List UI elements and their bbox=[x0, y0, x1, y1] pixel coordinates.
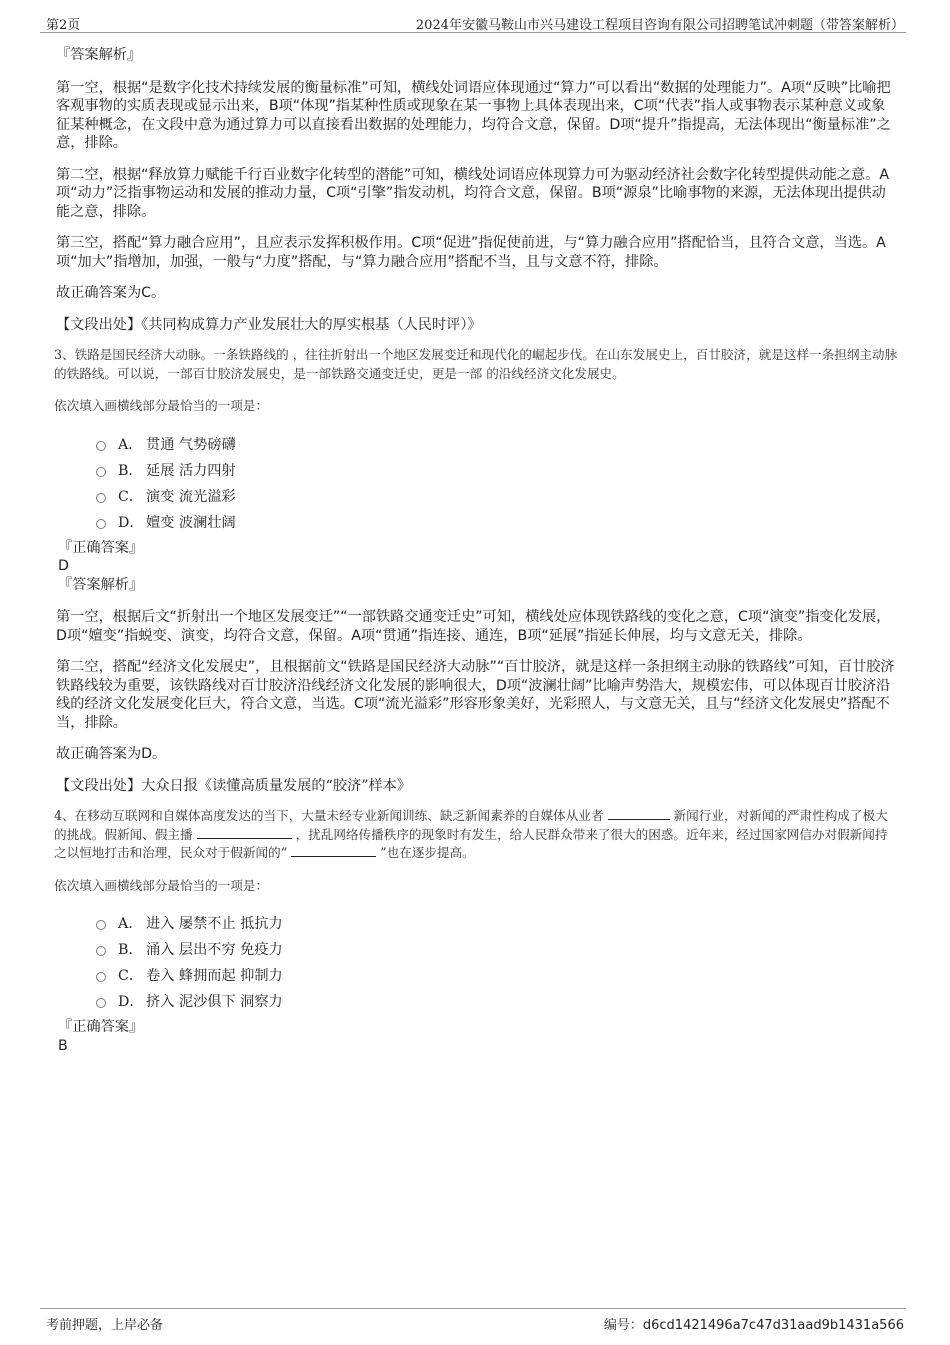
option-a[interactable]: A． 贯通 气势磅礴 bbox=[96, 431, 898, 457]
option-c[interactable]: C． 卷入 蜂拥而起 抑制力 bbox=[96, 962, 898, 988]
fill-blank bbox=[608, 807, 670, 820]
page-header bbox=[40, 12, 906, 33]
correct-answer: D bbox=[58, 558, 69, 574]
analysis-paragraph: 第一空，根据后文“折射出一个地区发展变迁”“一部铁路交通变迁史”可知，横线处应体现铁路线的变化之意，C项“演变”指变化发展，D项“嬗变”指蜕变、演变，均符合文意，保留。A项“贯通”指连接、通连，B项“延展”指延长伸展，均与文意无关，排除。 bbox=[56, 609, 891, 644]
footer-note: 考前押题，上岸必备 bbox=[46, 1318, 164, 1333]
answer-conclusion: 故正确答案为D。 bbox=[56, 746, 167, 762]
page-footer bbox=[40, 1308, 906, 1333]
page-content bbox=[56, 46, 898, 1055]
radio-icon[interactable] bbox=[96, 493, 106, 503]
option-d[interactable]: D． 嬗变 波澜壮阔 bbox=[96, 509, 898, 535]
analysis-paragraph: 第二空，根据“释放算力赋能千行百业数字化转型的潜能”可知，横线处词语应体现算力可为驱动经济社会数字化转型提供动能之意。A项“动力”泛指事物运动和发展的推动力量，C项“引擎”指发动机，均符合文意，保留。B项“源泉”比喻事物的来源，无法体现出提供动能之意，排除。 bbox=[56, 166, 890, 220]
option-a[interactable]: A． 进入 屡禁不止 抵抗力 bbox=[96, 910, 898, 936]
option-c[interactable]: C． 演变 流光溢彩 bbox=[96, 483, 898, 509]
fill-blank bbox=[197, 826, 292, 839]
option-list bbox=[56, 431, 898, 535]
question-instruction: 依次填入画横线部分最恰当的一项是： bbox=[54, 398, 269, 413]
answer-conclusion: 故正确答案为C。 bbox=[56, 285, 166, 301]
radio-icon[interactable] bbox=[96, 998, 106, 1008]
document-title: 2024年安徽马鞍山市兴马建设工程项目咨询有限公司招聘笔试冲刺题（带答案解析） bbox=[415, 18, 904, 33]
source-citation: 【文段出处】《共同构成算力产业发展壮大的厚实根基（人民时评）》 bbox=[56, 316, 482, 333]
radio-icon[interactable] bbox=[96, 920, 106, 930]
analysis-paragraph: 第一空，根据“是数字化技术持续发展的衡量标准”可知，横线处词语应体现通过“算力”可以看出“数据的处理能力”。A项“反映”比喻把客观事物的实质表现或显示出来，B项“体现”指某种性质或现象在某一事物上具体表现出来，C项“代表”指人或事物表示某种意义或象征某种概念，在文段中意为通过算力可以直接看出数据的处理能力，均符合文意，保留。D项“提升”指提高，无法体现出“衡量标准”之意，排除。 bbox=[56, 79, 891, 151]
radio-icon[interactable] bbox=[96, 972, 106, 982]
correct-answer-label: 『正确答案』 bbox=[58, 1019, 144, 1035]
answer-analysis-label: 『答案解析』 bbox=[56, 47, 142, 63]
option-b[interactable]: B． 延展 活力四射 bbox=[96, 457, 898, 483]
page-number: 第2页 bbox=[46, 18, 81, 33]
document-code: 编号：d6cd1421496a7c47d31aad9b1431a566 bbox=[603, 1318, 904, 1333]
source-citation: 【文段出处】大众日报《读懂高质量发展的“胶济”样本》 bbox=[56, 777, 412, 794]
question-stem: 4、在移动互联网和自媒体高度发达的当下，大量未经专业新闻训练、缺乏新闻素养的自媒体从业者 新闻行业，对新闻的严肃性构成了极大的挑战。假新闻、假主播 ，扰乱网络传播秩序的现象时有发生，给人民群众带来了很大的困惑。近年来，经过国家网信办对假新闻持之以恒地打击和治理，民众对于假新闻的“ ”也在逐步提高。 bbox=[54, 808, 888, 860]
option-b[interactable]: B． 涌入 层出不穷 免疫力 bbox=[96, 936, 898, 962]
analysis-paragraph: 第三空，搭配“算力融合应用”，且应表示发挥积极作用。C项“促进”指促使前进，与“算力融合应用”搭配恰当，且符合文意，当选。A项“加大”指增加，加强，一般与“力度”搭配，与“算力融合应用”搭配不当，且与文意不符，排除。 bbox=[56, 235, 886, 270]
question-stem: 3、铁路是国民经济大动脉。一条铁路线的 ，往往折射出一个地区发展变迁和现代化的崛起步伐。在山东发展史上，百廿胶济，就是这样一条担纲主动脉的铁路线。可以说，一部百廿胶济发展史，是一部铁路交通变迁史，更是一部 的沿线经济文化发展史。 bbox=[54, 347, 898, 381]
correct-answer-label: 『正确答案』 bbox=[58, 539, 144, 556]
question-instruction: 依次填入画横线部分最恰当的一项是： bbox=[54, 877, 269, 893]
correct-answer: B bbox=[58, 1037, 68, 1054]
radio-icon[interactable] bbox=[96, 946, 106, 956]
radio-icon[interactable] bbox=[96, 519, 106, 529]
option-d[interactable]: D． 挤入 泥沙俱下 洞察力 bbox=[96, 988, 898, 1014]
radio-icon[interactable] bbox=[96, 441, 106, 451]
radio-icon[interactable] bbox=[96, 467, 106, 477]
analysis-paragraph: 第二空，搭配“经济文化发展史”，且根据前文“铁路是国民经济大动脉”“百廿胶济，就是这样一条担纲主动脉的铁路线”可知，百廿胶济铁路线较为重要，该铁路线对百廿胶济沿线经济文化发展的影响很大，D项“波澜壮阔”比喻声势浩大，规模宏伟，可以体现百廿胶济沿线的经济文化发展变化巨大，符合文意，当选。C项“流光溢彩”形容形象美好，光彩照人，与文意无关，且与“经济文化发展史”搭配不当，排除。 bbox=[56, 659, 895, 731]
answer-analysis-label: 『答案解析』 bbox=[58, 576, 144, 593]
option-list bbox=[56, 910, 898, 1014]
fill-blank bbox=[291, 844, 376, 857]
